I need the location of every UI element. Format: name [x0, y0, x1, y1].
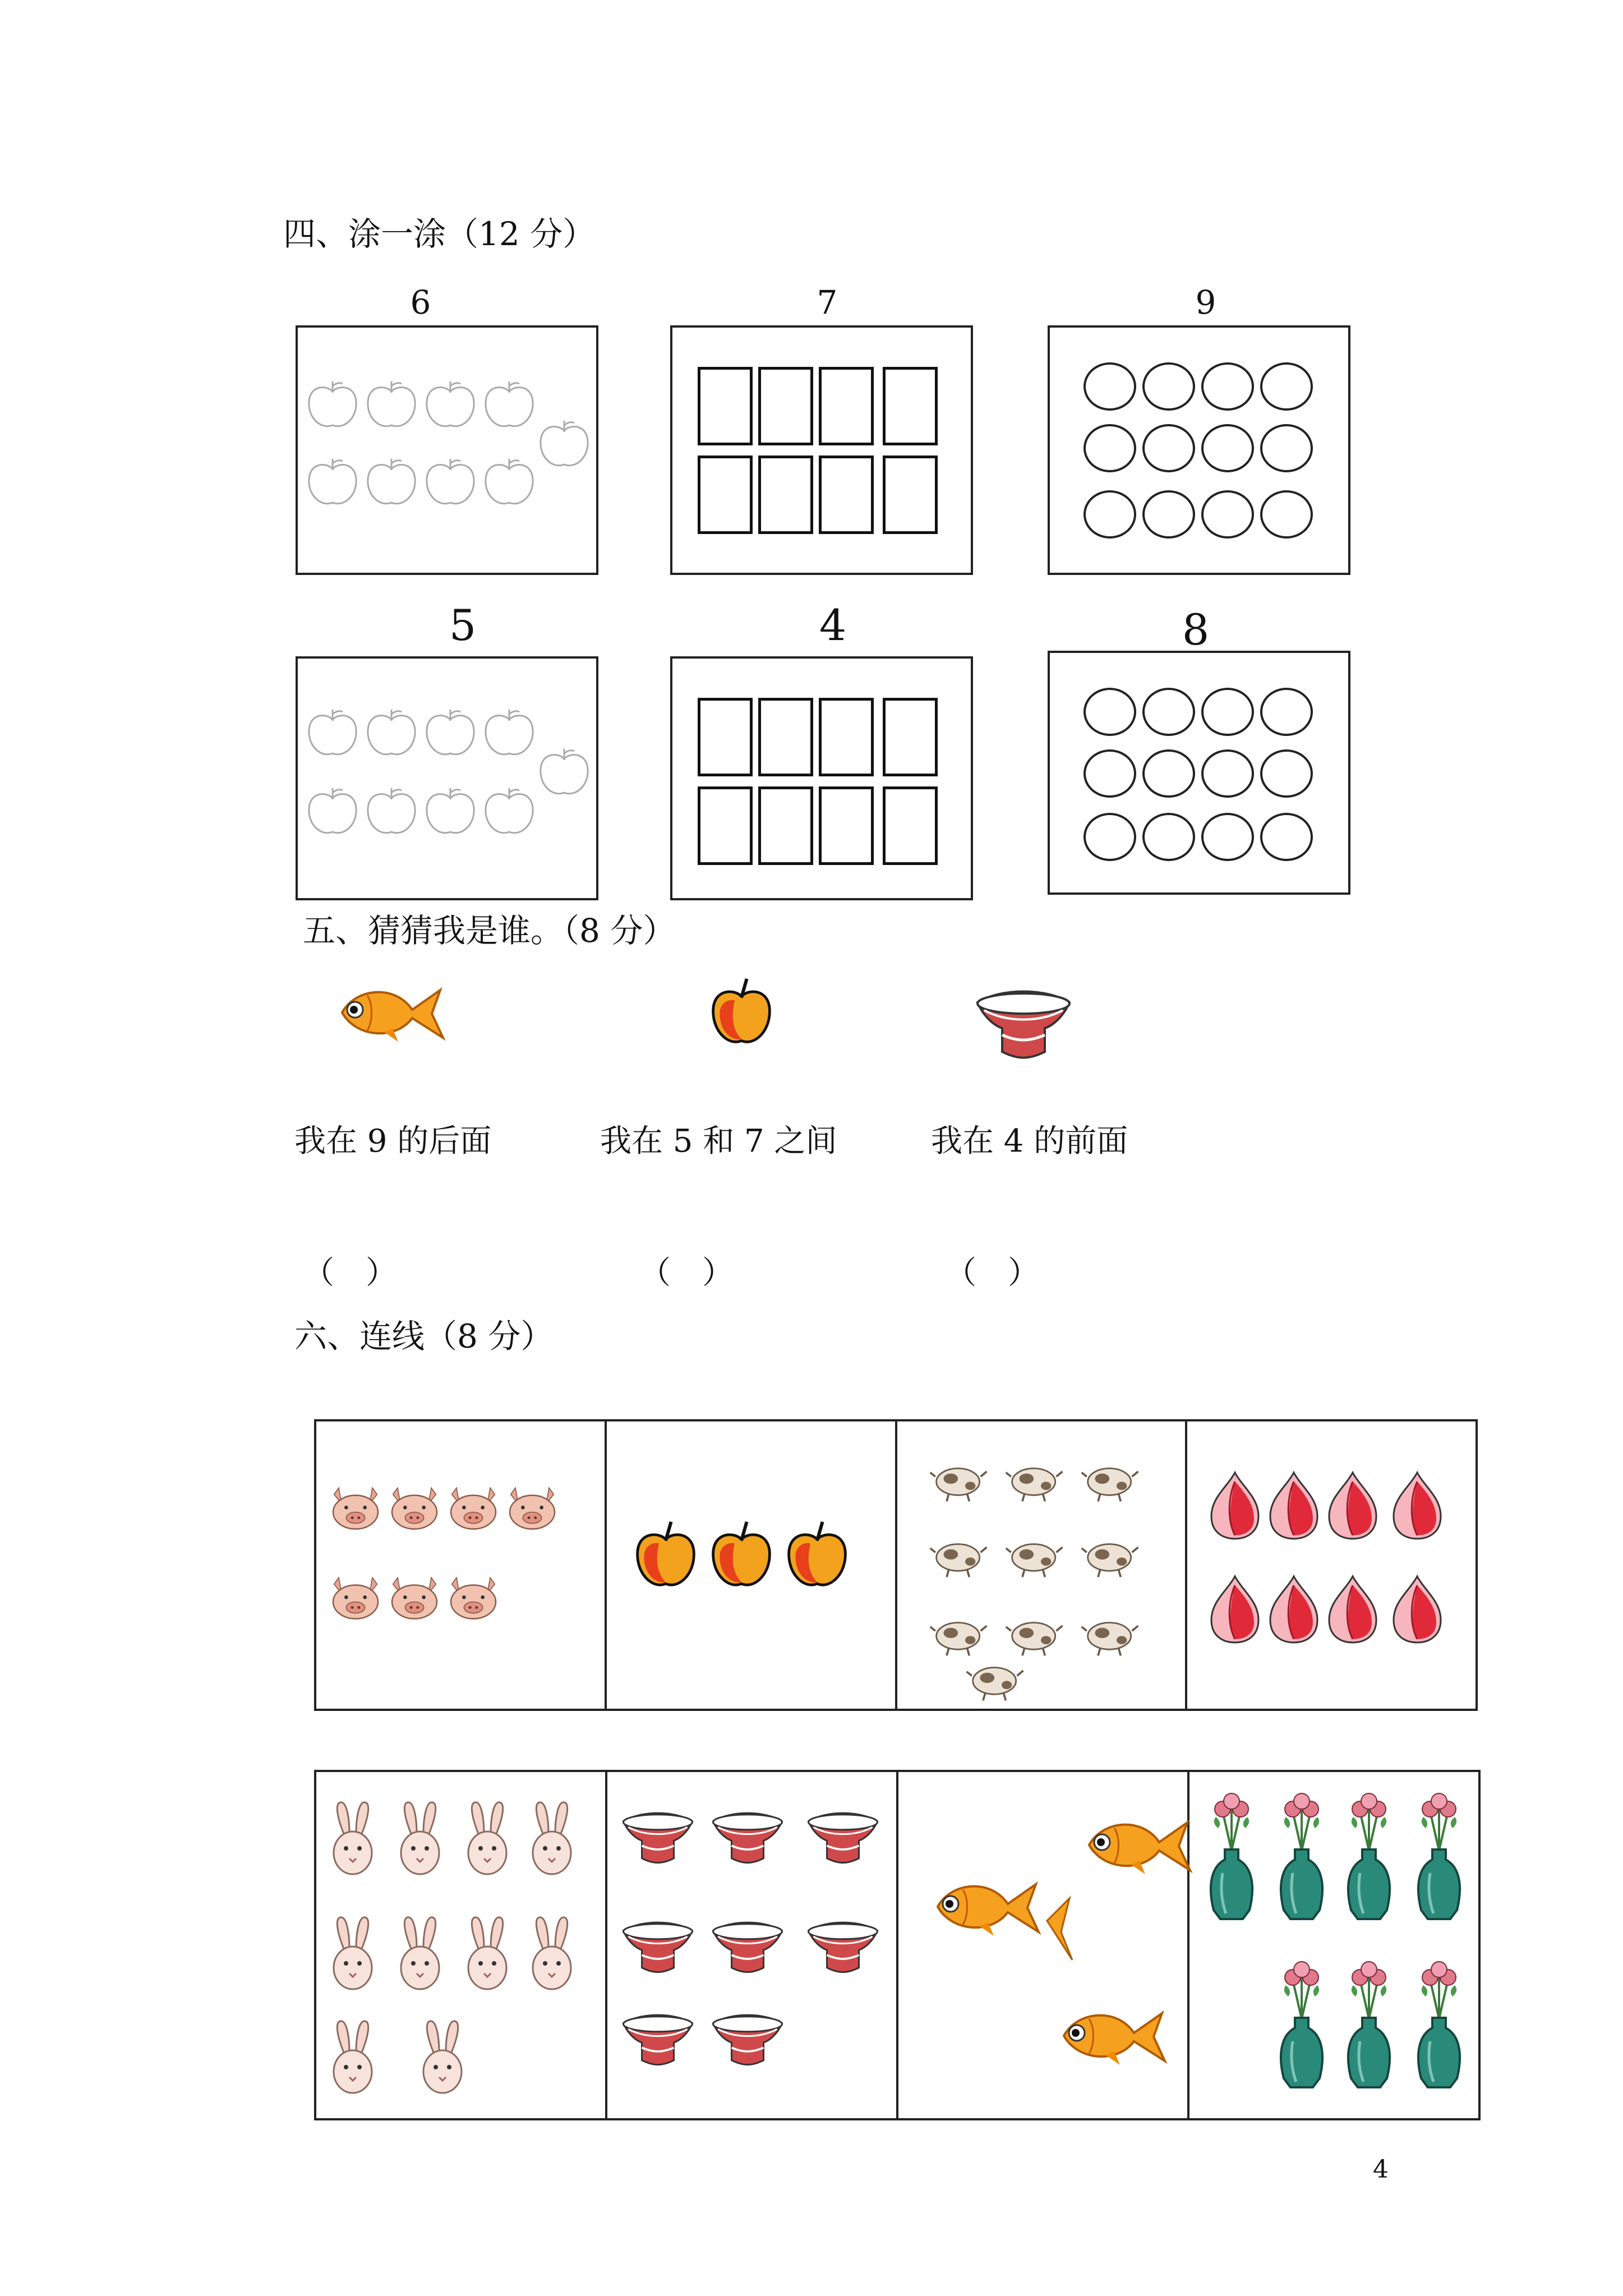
square[interactable]: [819, 698, 874, 776]
bowl-group: [616, 1803, 891, 2106]
pig-group: [328, 1483, 597, 1663]
square[interactable]: [698, 367, 753, 445]
match-cell-peaches[interactable]: [1187, 1421, 1476, 1709]
section4-title: 四、涂一涂（12 分）: [283, 215, 596, 253]
match-row-top: [314, 1419, 1478, 1711]
square[interactable]: [758, 367, 813, 445]
apple-group: [632, 1517, 868, 1607]
apple-outlines: [298, 659, 596, 898]
circle[interactable]: [1083, 424, 1136, 472]
circle[interactable]: [1083, 688, 1136, 736]
circle[interactable]: [1142, 813, 1195, 861]
square[interactable]: [819, 455, 874, 534]
fish-group: [929, 1797, 1193, 2100]
circle[interactable]: [1142, 362, 1195, 411]
match-cell-bowls[interactable]: [607, 1772, 898, 2118]
match-cell-vases[interactable]: [1189, 1772, 1478, 2118]
circle[interactable]: [1201, 362, 1254, 411]
circle[interactable]: [1260, 490, 1313, 539]
fish-icon: [334, 979, 446, 1052]
rabbit-group: [325, 1797, 600, 2111]
apple-icon: [708, 976, 775, 1055]
circle[interactable]: [1201, 813, 1254, 861]
square[interactable]: [698, 698, 753, 776]
square-box-7[interactable]: [670, 325, 973, 575]
square[interactable]: [758, 455, 813, 534]
vase-group: [1204, 1783, 1478, 2114]
match-cell-rabbits[interactable]: [316, 1772, 607, 2118]
bowl-icon: [967, 990, 1080, 1063]
section6-title: 六、连线（8 分）: [294, 1317, 554, 1355]
box-number-4: 4: [819, 600, 847, 650]
cow-group: [928, 1461, 1164, 1708]
apple-outlines: [298, 328, 596, 573]
circle[interactable]: [1142, 424, 1195, 472]
circle-box-9[interactable]: [1048, 325, 1350, 575]
circle[interactable]: [1260, 424, 1313, 472]
square[interactable]: [758, 698, 813, 776]
circle-box-8[interactable]: [1048, 651, 1350, 895]
circle[interactable]: [1201, 749, 1254, 798]
page-number: 4: [1373, 2155, 1389, 2184]
match-cell-cows[interactable]: [897, 1421, 1188, 1709]
square[interactable]: [758, 786, 813, 865]
box-number-5: 5: [449, 600, 477, 650]
circle[interactable]: [1142, 490, 1195, 539]
box-number-9: 9: [1195, 283, 1216, 321]
match-cell-apples[interactable]: [607, 1421, 897, 1709]
circle[interactable]: [1083, 813, 1136, 861]
match-cell-fish[interactable]: [898, 1772, 1189, 2118]
circle[interactable]: [1260, 813, 1313, 861]
box-number-8: 8: [1182, 605, 1210, 655]
section5-title: 五、猜猜我是谁。（8 分）: [303, 912, 676, 950]
circle[interactable]: [1260, 749, 1313, 798]
box-number-6: 6: [410, 283, 431, 321]
circle[interactable]: [1142, 749, 1195, 798]
circle[interactable]: [1201, 490, 1254, 539]
box-number-7: 7: [817, 283, 838, 321]
answer-blank[interactable]: （ ）: [945, 1255, 1039, 1291]
clue-between-5-7: 我在 5 和 7 之间: [600, 1123, 837, 1159]
square-box-4[interactable]: [670, 656, 973, 900]
square[interactable]: [819, 367, 874, 445]
answer-blank[interactable]: （ ）: [639, 1255, 734, 1291]
square[interactable]: [819, 786, 874, 865]
square[interactable]: [698, 455, 753, 534]
circle[interactable]: [1201, 688, 1254, 736]
peach-group: [1207, 1461, 1465, 1685]
apple-box-6[interactable]: [296, 325, 598, 575]
answer-blank[interactable]: （ ）: [303, 1255, 397, 1291]
clue-after-9: 我在 9 的后面: [294, 1123, 492, 1159]
circle[interactable]: [1260, 688, 1313, 736]
match-cell-pigs[interactable]: [316, 1421, 607, 1709]
square[interactable]: [883, 786, 938, 865]
circle[interactable]: [1083, 749, 1136, 798]
square[interactable]: [883, 455, 938, 534]
square[interactable]: [883, 367, 938, 445]
circle[interactable]: [1201, 424, 1254, 472]
circle[interactable]: [1142, 688, 1195, 736]
circle[interactable]: [1083, 362, 1136, 411]
circle[interactable]: [1260, 362, 1313, 411]
apple-box-5[interactable]: [296, 656, 598, 900]
square[interactable]: [698, 786, 753, 865]
circle[interactable]: [1083, 490, 1136, 539]
match-row-bottom: [314, 1770, 1481, 2120]
clue-before-4: 我在 4 的前面: [931, 1123, 1128, 1159]
square[interactable]: [883, 698, 938, 776]
